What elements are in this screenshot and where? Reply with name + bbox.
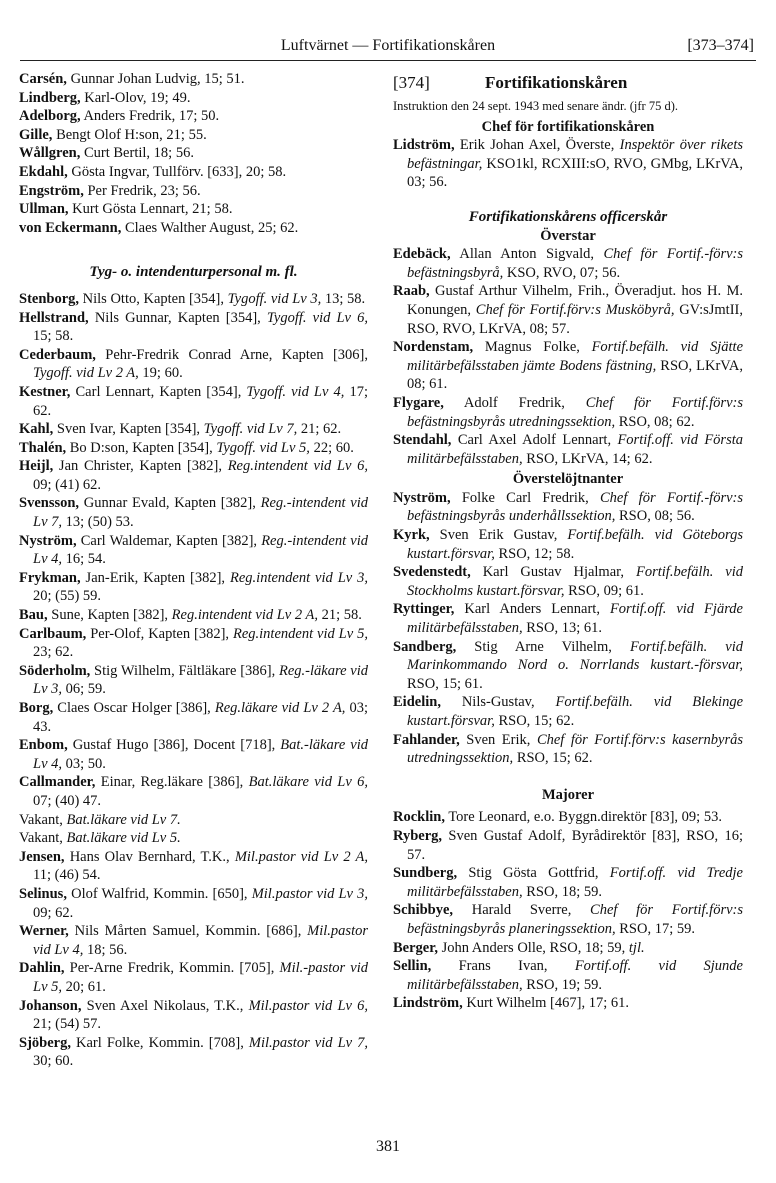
- entry-text: Frans Ivan,: [431, 958, 575, 975]
- entry-text: 23; 62.: [33, 644, 74, 661]
- entry-name: Schibbye,: [393, 902, 454, 919]
- entry-position: Fortif.befälh. vid Stockholms kustart.försvar,: [407, 564, 743, 599]
- entry-text: 09; 62.: [33, 904, 74, 921]
- entry-row: [19, 89, 368, 108]
- entry-position: Fortif.off. vid Fjärde militärbefälsstaben,: [407, 601, 743, 637]
- entry-row: [393, 901, 743, 938]
- entry-position: Mil.-pastor vid Lv 5,: [33, 960, 368, 995]
- entry-name: Sundberg,: [393, 865, 458, 882]
- entry-name: Sjöberg,: [19, 1034, 71, 1051]
- entry-row: [393, 431, 743, 468]
- entry-name: Selinus,: [19, 885, 67, 902]
- entry-text: Anders Fredrik, 17; 50.: [80, 108, 220, 125]
- running-header: [20, 36, 756, 61]
- entry-text: Karl Gustav Hjalmar,: [470, 564, 636, 581]
- entry-position: Tygoff. vid Lv 3,: [227, 290, 322, 307]
- entry-position: Reg.intendent vid Lv 6,: [227, 458, 368, 475]
- entry-row: [393, 245, 743, 282]
- entry-text: Hans Olav Bernhard, T.K.,: [64, 848, 235, 865]
- entry-row: [393, 136, 743, 192]
- entry-text: RSO, LKrVA, 14; 62.: [522, 450, 653, 467]
- entry-row: [19, 922, 368, 959]
- entry-name: Lindström,: [393, 995, 463, 1012]
- entry-name: Raab,: [393, 283, 430, 300]
- entry-name: Sandberg,: [393, 638, 457, 655]
- entry-text: Magnus Folke,: [473, 339, 592, 356]
- entry-text: 19; 60.: [138, 365, 183, 382]
- entry-name: Nyström,: [393, 489, 451, 506]
- entry-text: Sven Axel Nikolaus, T.K.,: [81, 997, 249, 1014]
- entry-position: Fortif.off. vid Sjunde militärbefälsstaben,: [407, 958, 743, 993]
- entry-text: Gösta Ingvar, Tullförv. [633], 20; 58.: [67, 163, 287, 180]
- entry-text: 20; 61.: [62, 978, 106, 995]
- entry-row: [19, 144, 368, 163]
- entry-text: 16; 54.: [62, 551, 106, 568]
- entry-name: Rocklin,: [393, 809, 445, 826]
- entry-text: Karl-Olov, 19; 49.: [80, 89, 191, 106]
- entry-row: [393, 638, 743, 694]
- entry-text: Sven Erik Gustav,: [429, 527, 568, 544]
- entry-text: 15; 58.: [33, 328, 74, 345]
- entry-name: Söderholm,: [19, 662, 91, 679]
- entry-row: [19, 959, 368, 996]
- entry-text: Kurt Wilhelm [467], 17; 61.: [462, 995, 629, 1012]
- entry-position: Mil.pastor vid Lv 3,: [251, 885, 368, 902]
- entry-text: Carl Axel Adolf Lennart,: [451, 432, 618, 449]
- entry-text: Nils Mårten Samuel, Kommin. [686],: [68, 923, 308, 940]
- entry-row: [393, 526, 743, 563]
- entry-text: RSO, 09; 61.: [564, 582, 644, 599]
- entry-text: Vakant,: [19, 830, 67, 847]
- entry-name: Gille,: [19, 126, 53, 143]
- majorer-heading: Majorer: [541, 786, 595, 803]
- entry-position: Reg.-intendent vid Lv 4,: [33, 532, 368, 568]
- entry-name: Enbom,: [19, 737, 68, 754]
- header-page-range: [373–374]: [687, 37, 754, 54]
- entry-row: [19, 625, 368, 662]
- entry-text: RSO, 08; 62.: [615, 413, 695, 430]
- entry-row: [19, 420, 368, 439]
- entry-name: Ryberg,: [393, 827, 443, 844]
- entry-text: RSO, 12; 58.: [494, 545, 575, 562]
- entry-name: Borg,: [19, 700, 54, 716]
- entry-text: 21; 62.: [297, 421, 342, 438]
- entry-name: Svedenstedt,: [393, 564, 471, 581]
- entry-list-top: [19, 70, 368, 237]
- entry-row: [19, 182, 368, 201]
- entry-text: Vakant,: [19, 811, 67, 828]
- entry-row: [19, 163, 368, 182]
- entry-text: Per-Arne Fredrik, Kommin. [705],: [64, 960, 280, 977]
- entry-name: Carsén,: [19, 71, 67, 87]
- entry-row: [19, 606, 368, 625]
- entry-text: Jan Christer, Kapten [382],: [53, 458, 228, 475]
- entry-row: [19, 383, 368, 420]
- entry-position: Fortif.befälh. vid Marinkommando Nord o. Norrlands kustart.-försvar,: [407, 638, 744, 674]
- entry-text: Bengt Olof H:son, 21; 55.: [52, 126, 207, 143]
- entry-name: Ullman,: [19, 201, 69, 218]
- entry-row: [19, 126, 368, 145]
- entry-text: 17; 62.: [33, 383, 368, 419]
- entry-text: Sven Erik,: [459, 731, 537, 748]
- entry-name: Werner,: [19, 923, 69, 940]
- entry-row: [19, 662, 368, 699]
- entry-position: Chef för Fortif.förv:s befästningsbyrås utredningssektion,: [407, 394, 743, 430]
- entry-row: [19, 439, 368, 458]
- entry-text: RSO, 15; 62.: [494, 713, 575, 729]
- entry-position: Fortif.befälh. vid Blekinge kustart.försvar,: [407, 694, 744, 729]
- entry-row: [19, 290, 368, 309]
- entry-row: [19, 457, 368, 494]
- entry-text: RSO, 13; 61.: [522, 620, 602, 637]
- entry-text: GV:sJmtII, RSO, RVO, LKrVA, 08; 57.: [407, 301, 743, 337]
- entry-text: Erik Johan Axel, Överste,: [454, 137, 620, 154]
- chapter-number: [374]: [393, 73, 430, 92]
- entry-text: RSO, 08; 56.: [615, 508, 695, 525]
- entry-text: 07; (40) 47.: [33, 792, 102, 809]
- entry-text: Stig Gösta Gottfrid,: [457, 865, 610, 882]
- entry-row: [19, 200, 368, 219]
- entry-row: [393, 394, 743, 431]
- chef-entry: [393, 136, 743, 192]
- entry-name: Lindberg,: [19, 89, 81, 106]
- entry-name: Edebäck,: [393, 246, 451, 263]
- entry-list-tyg-intendentur: [19, 290, 368, 1071]
- entry-position: Tygoff. vid Lv 2 A,: [33, 365, 139, 382]
- chef-heading: Chef för fortifikationskåren: [481, 118, 655, 135]
- entry-text: Pehr-Fredrik Conrad Arne, Kapten [306],: [95, 346, 368, 363]
- entry-row: [393, 282, 743, 338]
- entry-list-majorer: [393, 808, 743, 1013]
- entry-name: Dahlin,: [19, 960, 65, 977]
- entry-row: [393, 563, 743, 600]
- entry-text: RSO, LKrVA, 08; 61.: [407, 357, 743, 393]
- entry-name: Bau,: [19, 607, 48, 624]
- entry-row: [393, 939, 743, 958]
- entry-text: Carl Lennart, Kapten [354],: [70, 383, 247, 400]
- entry-text: Sune, Kapten [382],: [47, 607, 172, 624]
- entry-position: Mil.pastor vid Lv 7,: [248, 1034, 368, 1051]
- entry-text: Per Fredrik, 23; 56.: [83, 182, 201, 199]
- entry-name: Hellstrand,: [19, 309, 89, 326]
- entry-text: Karl Folke, Kommin. [708],: [70, 1034, 249, 1051]
- entry-text: Kurt Gösta Lennart, 21; 58.: [68, 201, 233, 218]
- entry-text: Gunnar Johan Ludvig, 15; 51.: [66, 71, 245, 87]
- chapter-heading: [393, 74, 743, 93]
- entry-text: Gunnar Evald, Kapten [382],: [79, 495, 261, 512]
- entry-row: [19, 848, 368, 885]
- entry-text: Sven Ivar, Kapten [354],: [53, 421, 204, 438]
- entry-name: Fahlander,: [393, 731, 460, 748]
- entry-name: Ekdahl,: [19, 163, 68, 180]
- entry-name: Cederbaum,: [19, 346, 96, 363]
- entry-name: Stendahl,: [393, 432, 452, 449]
- entry-text: Olof Walfrid, Kommin. [650],: [66, 885, 252, 902]
- entry-text: Karl Anders Lennart,: [454, 601, 610, 618]
- entry-text: Harald Sverre,: [453, 902, 591, 919]
- entry-text: Sven Gustaf Adolf, Byrådirektör [83], RSO, 16; 57.: [407, 827, 743, 863]
- entry-row: [19, 346, 368, 383]
- entry-text: Stig Arne Vilhelm,: [456, 638, 630, 655]
- entry-text: Tore Leonard, e.o. Byggn.direktör [83], 09; 53.: [444, 809, 722, 826]
- entry-text: Jan-Erik, Kapten [382],: [80, 569, 230, 586]
- entry-row: [393, 827, 743, 864]
- entry-text: RSO, 19; 59.: [522, 976, 602, 993]
- entry-text: 30; 60.: [33, 1053, 74, 1070]
- entry-position: Chef för Fortif.-förv:s befästningsbyrå,: [407, 246, 743, 281]
- entry-row: [393, 994, 743, 1013]
- entry-text: Nils-Gustav,: [440, 694, 556, 711]
- entry-text: Einar, Reg.läkare [386],: [95, 774, 249, 791]
- entry-text: 18; 56.: [83, 941, 128, 958]
- entry-row: [393, 338, 743, 394]
- entry-row: [19, 107, 368, 126]
- entry-position: Bat.läkare vid Lv 6,: [248, 774, 369, 791]
- entry-name: Stenborg,: [19, 290, 80, 307]
- entry-name: Kestner,: [19, 383, 71, 400]
- entry-position: Reg.intendent vid Lv 3,: [230, 569, 369, 586]
- entry-position: Mil.pastor vid Lv 6,: [248, 997, 368, 1014]
- entry-list-overstar: [393, 245, 743, 468]
- entry-text: RSO, 15; 62.: [513, 750, 593, 767]
- entry-text: Allan Anton Sigvald,: [450, 246, 604, 263]
- entry-name: Wållgren,: [19, 145, 81, 162]
- entry-text: Carl Waldemar, Kapten [382],: [76, 532, 262, 549]
- entry-position: Reg.-intendent vid Lv 7,: [33, 495, 369, 531]
- entry-row: [19, 309, 368, 346]
- entry-name: Kyrk,: [393, 527, 430, 544]
- entry-name: Berger,: [393, 939, 438, 956]
- officers-heading: Fortifikationskårens officerskår: [468, 208, 668, 225]
- overstelojtnanter-heading: Överstelöjtnanter: [512, 471, 624, 488]
- entry-name: Eidelin,: [393, 694, 441, 711]
- entry-text: 22; 60.: [309, 439, 354, 456]
- entry-row: [19, 219, 368, 238]
- entry-text: KSO, RVO, 07; 56.: [503, 264, 621, 281]
- entry-position: Bat.läkare vid Lv 5.: [66, 830, 181, 847]
- entry-text: 06; 59.: [62, 681, 106, 698]
- entry-name: von Eckermann,: [19, 219, 122, 236]
- entry-text: RSO, 17; 59.: [615, 920, 696, 937]
- entry-position: Chef för Fortif.förv:s befästningsbyrås planeringssektion,: [407, 902, 743, 937]
- entry-name: Adelborg,: [19, 108, 81, 125]
- entry-text: 21; 58.: [317, 607, 362, 624]
- entry-position: Chef för Fortif.förv:s kasernbyrås utredningssektion,: [407, 731, 743, 767]
- entry-row: [19, 1034, 368, 1071]
- entry-text: Stig Wilhelm, Fältläkare [386],: [90, 662, 280, 679]
- entry-text: Claes Walther August, 25; 62.: [121, 219, 299, 236]
- entry-position: Fortif.off. vid Första militärbefälsstaben,: [407, 432, 743, 467]
- entry-row: [393, 600, 743, 637]
- left-column: [19, 70, 368, 1071]
- entry-list-overstelojtnanter: [393, 489, 743, 768]
- entry-position: Reg.-läkare vid Lv 3,: [33, 662, 368, 698]
- entry-name: Ryttinger,: [393, 601, 455, 618]
- entry-name: Carlbaum,: [19, 625, 87, 642]
- entry-text: 13; (50) 53.: [62, 514, 134, 531]
- entry-text: Adolf Fredrik,: [443, 394, 586, 411]
- entry-row: [19, 736, 368, 773]
- entry-row: [19, 997, 368, 1034]
- entry-text: Gustaf Hugo [386], Docent [718],: [67, 737, 281, 754]
- entry-position: Chef för Fortif.-förv:s befästningsbyrås underhållssektion,: [407, 489, 743, 525]
- overstar-heading: Överstar: [540, 227, 596, 244]
- entry-position: Tygoff. vid Lv 7,: [203, 421, 298, 438]
- entry-text: Per-Olof, Kapten [382],: [86, 625, 233, 642]
- entry-position: Fortif.befälh. vid Sjätte militärbefälsstaben jämte Bodens fästning,: [407, 339, 743, 374]
- entry-position: Mil.pastor vid Lv 4,: [33, 923, 368, 958]
- entry-name: Kahl,: [19, 421, 54, 438]
- entry-position: Mil.pastor vid Lv 2 A,: [234, 848, 368, 865]
- entry-position: Bat.-läkare vid Lv 4,: [33, 737, 368, 772]
- entry-text: Curt Bertil, 18; 56.: [80, 145, 194, 162]
- entry-row: [19, 773, 368, 810]
- right-column: [393, 70, 743, 1013]
- entry-text: Nils Otto, Kapten [354],: [79, 290, 228, 307]
- entry-row: [19, 699, 368, 736]
- entry-name: Callmander,: [19, 774, 96, 791]
- entry-text: 03; 43.: [33, 700, 369, 735]
- entry-name: Svensson,: [19, 495, 80, 512]
- entry-text: RSO, 18; 59.: [522, 883, 602, 900]
- entry-text: 03; 50.: [62, 755, 106, 772]
- entry-text: 11; (46) 54.: [33, 867, 101, 884]
- entry-position: Reg.intendent vid Lv 5,: [232, 625, 368, 642]
- instruction-note: Instruktion den 24 sept. 1943 med senare ändr. (jfr 75 d).: [393, 98, 679, 113]
- entry-position: tjl.: [628, 939, 645, 956]
- header-title: Luftvärnet — Fortifikationskåren: [280, 37, 496, 54]
- entry-name: Johanson,: [19, 997, 82, 1014]
- entry-text: RSO, 15; 61.: [407, 675, 483, 692]
- entry-text: 09; (41) 62.: [33, 476, 102, 493]
- entry-text: 13; 58.: [321, 290, 366, 307]
- entry-row: [19, 569, 368, 606]
- entry-position: Fortif.befälh. vid Göteborgs kustart.försvar,: [407, 527, 743, 562]
- entry-row: [393, 489, 743, 526]
- entry-row: [19, 885, 368, 922]
- entry-row: [19, 494, 368, 531]
- entry-name: Sellin,: [393, 958, 432, 975]
- entry-row: [19, 811, 368, 830]
- entry-row: [393, 957, 743, 994]
- entry-text: Bo D:son, Kapten [354],: [66, 439, 217, 456]
- entry-row: [393, 864, 743, 901]
- entry-position: Bat.läkare vid Lv 7.: [66, 811, 181, 828]
- entry-position: Reg.intendent vid Lv 2 A,: [171, 607, 318, 624]
- entry-row: [19, 829, 368, 848]
- entry-position: Tygoff. vid Lv 4,: [246, 383, 345, 400]
- page-number: 381: [376, 1138, 400, 1155]
- section-title-tyg-intendentur: Tyg- o. intendenturpersonal m. fl.: [89, 264, 298, 281]
- entry-name: Frykman,: [19, 569, 81, 586]
- entry-position: Reg.läkare vid Lv 2 A,: [214, 700, 346, 716]
- entry-row: [393, 731, 743, 768]
- entry-name: Thalén,: [19, 439, 67, 456]
- entry-position: Tygoff. vid Lv 5,: [216, 439, 310, 456]
- entry-text: Folke Carl Fredrik,: [450, 489, 601, 506]
- entry-name: Nordenstam,: [393, 339, 474, 356]
- entry-row: [393, 693, 743, 730]
- chapter-title: Fortifikationskåren: [485, 73, 628, 92]
- entry-name: Flygare,: [393, 394, 444, 411]
- entry-row: [19, 532, 368, 569]
- entry-text: Gustaf Arthur Vilhelm, Frih., Överadjut. hos H. M. Konungen,: [407, 283, 743, 318]
- entry-text: 20; (55) 59.: [33, 588, 102, 605]
- entry-row: [393, 808, 743, 827]
- entry-name: Heijl,: [19, 458, 54, 475]
- entry-position: Tygoff. vid Lv 6,: [266, 309, 368, 326]
- entry-row: [19, 70, 368, 89]
- entry-position: Chef för Fortif.förv:s Musköbyrå,: [475, 301, 675, 318]
- entry-name: Engström,: [19, 182, 84, 199]
- entry-name: Lidström,: [393, 137, 455, 154]
- entry-text: 21; (54) 57.: [33, 1016, 102, 1033]
- entry-text: Claes Oscar Holger [386],: [53, 700, 215, 716]
- entry-text: John Anders Olle, RSO, 18; 59,: [437, 939, 629, 956]
- entry-name: Jensen,: [19, 848, 65, 865]
- entry-name: Nyström,: [19, 532, 77, 549]
- entry-position: Fortif.off. vid Tredje militärbefälsstaben,: [407, 865, 743, 900]
- entry-text: Nils Gunnar, Kapten [354],: [88, 309, 267, 326]
- entry-position: Inspektör över rikets befästningar,: [407, 137, 743, 172]
- entry-text: KSO1kl, RCXIII:sO, RVO, GMbg, LKrVA, 03; 56.: [407, 155, 743, 191]
